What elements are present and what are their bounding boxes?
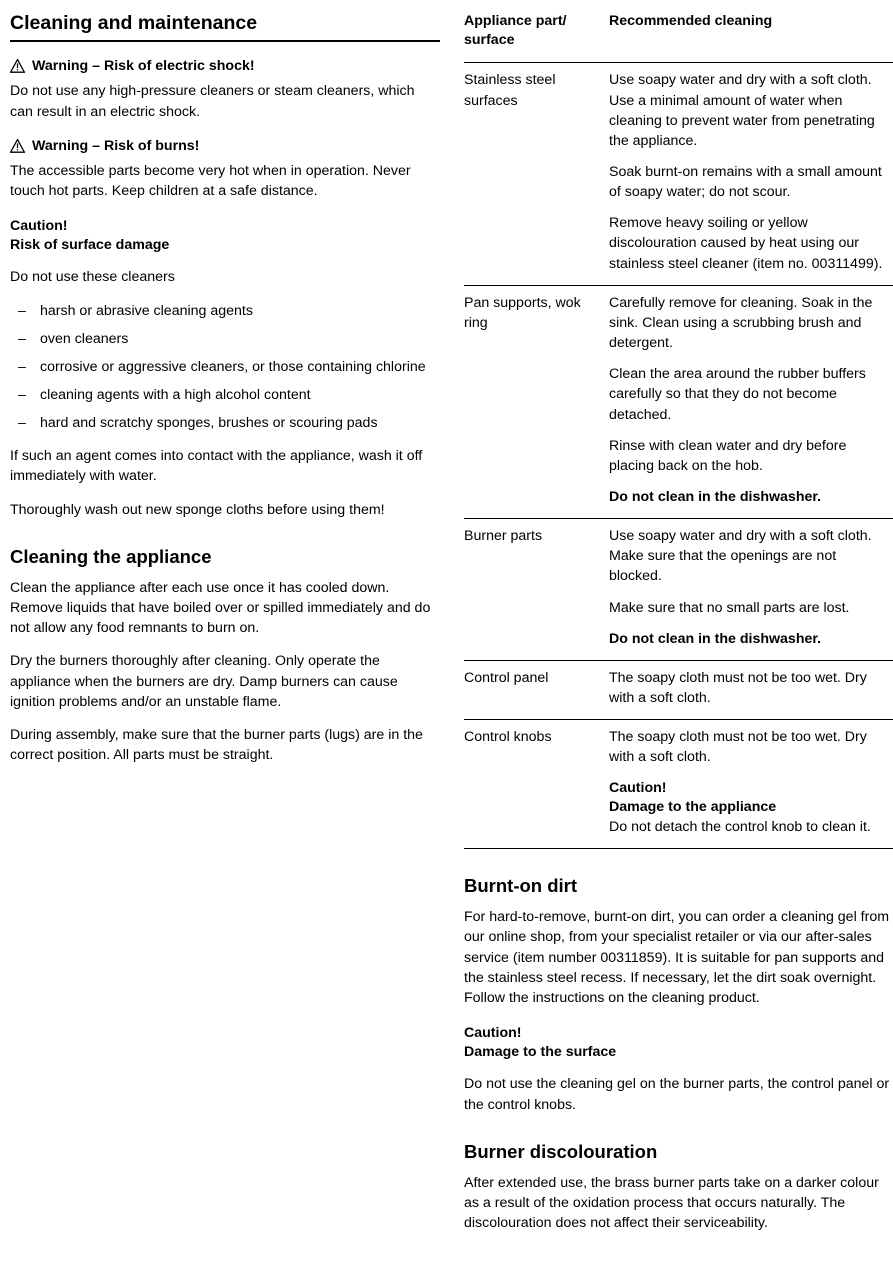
instruction-paragraph: Remove heavy soiling or yellow discolouration caused by heat using our stainless steel cleaner (item no. 00311499).	[609, 215, 883, 272]
instruction-paragraph: Use soapy water and dry with a soft cloth. Make sure that the openings are not blocked.	[609, 528, 872, 585]
instruction-paragraph: Use soapy water and dry with a soft cloth. Use a minimal amount of water when cleaning to prevent water from penetrating the appliance.	[609, 72, 875, 149]
warning-triangle-icon	[10, 59, 25, 73]
instruction-paragraph: The soapy cloth must not be too wet. Dry with a soft cloth.	[609, 729, 867, 766]
instruction-paragraph: The soapy cloth must not be too wet. Dry with a soft cloth.	[609, 669, 867, 707]
burnt-on-dirt-p2: Do not use the cleaning gel on the burner parts, the control panel or the control knobs.	[464, 1076, 890, 1113]
instruction-paragraph: Clean the area around the rubber buffers carefully so that they do not become detached.	[609, 366, 866, 423]
warning-electric-shock-body: Do not use any high-pressure cleaners or steam cleaners, which can result in an electric shock.	[10, 83, 415, 120]
instruction-note-dishwasher: Do not clean in the dishwasher.	[609, 489, 822, 505]
list-item	[10, 357, 440, 377]
cell-cleaning-instructions	[609, 519, 893, 661]
dash-bullet-icon: –	[18, 302, 26, 319]
warning-burns-body: The accessible parts become very hot when in operation. Never touch hot parts. Keep children at a safe distance.	[10, 162, 411, 199]
cleaning-table	[464, 8, 893, 849]
right-column	[464, 8, 893, 1263]
warning-electric-shock-heading	[10, 58, 440, 74]
list-item-label: cleaning agents with a high alcohol content	[40, 386, 311, 403]
caution-detail: Damage to the appliance	[609, 798, 777, 815]
column-header-appliance-part: Appliance part/ surface	[464, 8, 609, 63]
cell-cleaning-instructions	[609, 720, 893, 849]
cleaners-note-sponge: Thoroughly wash out new sponge cloths before using them!	[10, 501, 385, 518]
caution-damage-surface	[464, 1024, 893, 1062]
table-row	[464, 660, 893, 719]
list-item-label: oven cleaners	[40, 330, 129, 347]
list-item-label: hard and scratchy sponges, brushes or scouring pads	[40, 415, 378, 432]
column-header-recommended-cleaning: Recommended cleaning	[609, 8, 893, 63]
table-row	[464, 720, 893, 849]
cell-part-name: Control panel	[464, 660, 609, 719]
instruction-paragraph: Soak burnt-on remains with a small amount of soapy water; do not scour.	[609, 163, 882, 201]
cell-part-name: Burner parts	[464, 519, 609, 661]
caution-label: Caution!	[10, 218, 68, 235]
list-item-label: harsh or abrasive cleaning agents	[40, 302, 253, 319]
instruction-note-dishwasher: Do not clean in the dishwasher.	[609, 630, 822, 647]
table-row	[464, 519, 893, 661]
cell-part-name: Stainless steel surfaces	[464, 63, 609, 285]
caution-surface-damage	[10, 217, 440, 255]
caution-damage-appliance	[609, 779, 886, 838]
cleaning-appliance-p3: During assembly, make sure that the burner parts (lugs) are in the correct position. All parts must be straight.	[10, 726, 423, 764]
warning-electric-shock-label: Warning – Risk of electric shock!	[32, 58, 255, 75]
cleaners-intro: Do not use these cleaners	[10, 269, 175, 286]
page-title: Cleaning and maintenance	[10, 12, 440, 42]
cell-part-name: Pan supports, wok ring	[464, 285, 609, 518]
warning-burns-heading	[10, 138, 440, 154]
cell-part-name: Control knobs	[464, 720, 609, 849]
dash-bullet-icon: –	[18, 386, 26, 403]
table-row	[464, 285, 893, 518]
table-header-row	[464, 8, 893, 63]
cell-cleaning-instructions	[609, 660, 893, 719]
caution-label: Caution!	[464, 1025, 522, 1042]
caution-detail: Risk of surface damage	[10, 237, 170, 254]
list-item	[10, 301, 440, 321]
cleaning-appliance-title: Cleaning the appliance	[10, 545, 212, 567]
dash-bullet-icon: –	[18, 415, 26, 432]
list-item	[10, 413, 440, 433]
warning-burns-label: Warning – Risk of burns!	[32, 137, 200, 154]
instruction-paragraph: Carefully remove for cleaning. Soak in the sink. Clean using a scrubbing brush and detergent.	[609, 294, 873, 352]
instruction-paragraph: Rinse with clean water and dry before placing back on the hob.	[609, 437, 847, 474]
warning-triangle-icon	[10, 139, 25, 153]
burnt-on-dirt-title: Burnt-on dirt	[464, 875, 578, 897]
burnt-on-dirt-p1: For hard-to-remove, burnt-on dirt, you can order a cleaning gel from our online shop, from your specialist retailer or via our after-sales service (item number 00311859). It is suitable for pan supports and the stainless steel recess. If necessary, let the dirt soak overnight. Follow the instructions on the cleaning product.	[464, 909, 890, 1006]
caution-detail: Damage to the surface	[464, 1044, 617, 1061]
left-column	[10, 8, 440, 1263]
cleaners-note-contact: If such an agent comes into contact with the appliance, wash it off immediately with water.	[10, 448, 423, 485]
burner-discolouration-p1: After extended use, the brass burner parts take on a darker colour as a result of the oxidation process that occurs naturally. The discolouration does not affect their serviceability.	[464, 1174, 879, 1232]
list-item	[10, 329, 440, 349]
dash-bullet-icon: –	[18, 330, 26, 347]
cleaning-appliance-p2: Dry the burners thoroughly after cleaning. Only operate the appliance when the burners are dry. Damp burners can cause ignition problems and/or an unstable flame.	[10, 653, 398, 710]
cell-cleaning-instructions	[609, 285, 893, 518]
cell-cleaning-instructions	[609, 63, 893, 285]
caution-label: Caution!	[609, 779, 667, 796]
instruction-paragraph: Make sure that no small parts are lost.	[609, 599, 850, 616]
cleaners-list	[10, 301, 440, 434]
list-item-label: corrosive or aggressive cleaners, or those containing chlorine	[40, 358, 426, 375]
caution-body: Do not detach the control knob to clean it.	[609, 818, 871, 835]
burner-discolouration-title: Burner discolouration	[464, 1140, 658, 1162]
list-item	[10, 385, 440, 405]
cleaning-appliance-p1: Clean the appliance after each use once it has cooled down. Remove liquids that have boiled over or spilled immediately and do not allow any food remnants to burn on.	[10, 579, 431, 637]
dash-bullet-icon: –	[18, 358, 26, 375]
table-row	[464, 63, 893, 285]
